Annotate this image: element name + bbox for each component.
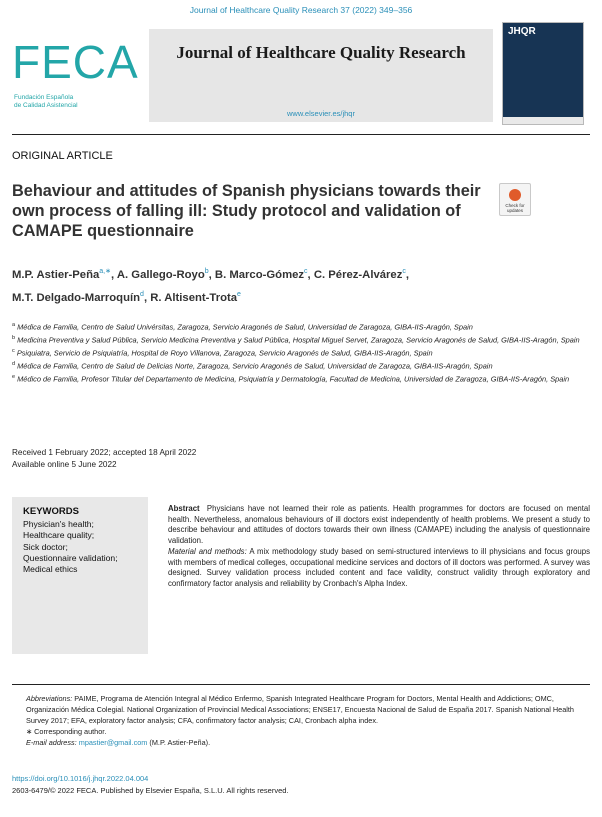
doi-link[interactable]: https://doi.org/10.1016/j.jhqr.2022.04.004 <box>12 774 149 783</box>
affiliation-text: Psiquiatra, Servicio de Psiquiatría, Hospital de Royo Villanova, Zaragoza, Servicio Aragonés de Salud, GIBA-IIS-Aragón, Spain <box>16 348 433 358</box>
logo-subtitle <box>14 94 78 110</box>
corresponding-note: ∗ Corresponding author. <box>26 727 107 736</box>
affiliation-key: b <box>12 334 16 341</box>
author-name: M.P. Astier-Peña <box>12 268 100 281</box>
author-name: B. Marco-Gómez <box>214 268 305 281</box>
article-dates <box>12 447 196 470</box>
copyright: 2603-6479/© 2022 FECA. Published by Elsevier España, S.L.U. All rights reserved. <box>12 786 289 795</box>
logo-subtitle-line: de Calidad Asistencial <box>14 102 78 109</box>
email-label: E-mail address: <box>26 738 77 747</box>
methods-label: Material and methods: <box>168 546 247 556</box>
abstract <box>168 504 590 590</box>
affiliation-item <box>12 333 592 346</box>
author-affiliation-marker[interactable]: c <box>402 268 406 275</box>
abstract-text: Physicians have not learned their role as patients. Health programmes for doctors are focused on mental health. Nevertheless, anomalous behaviours of ill doctors exist independently of health problems. We present a study to describe behaviour and attitudes of doctors towards their own illness (CAMAPE) including the analysis of questionnaire validation. <box>168 504 590 546</box>
keyword-item: Medical ethics <box>23 564 78 575</box>
article-type: ORIGINAL ARTICLE <box>12 150 113 162</box>
author-list: M.P. Astier-Peña$^{a,∗}$, A. Gallego-Royo$^b$, B. Marco-Gómez$^c$, C. Pérez-Alvárez$^c$, M.T. Delgado-Marroquín$^d$, R. Altisent-Trota$^e$ <box>12 268 410 304</box>
header-divider <box>12 134 590 135</box>
affiliation-key: a <box>12 322 16 328</box>
feca-logo <box>12 38 140 118</box>
journal-cover-thumbnail <box>502 22 584 125</box>
affiliation-text: Medicina Preventiva y Salud Pública, Servicio Medicina Preventiva y Salud Pública, Hospital Miguel Servet, Zaragoza, Servicio Aragonés de Salud, GIBA-IIS-Aragón, Spain <box>17 335 580 345</box>
abbreviations-note <box>12 693 592 726</box>
cover-title: JHQR <box>508 26 536 37</box>
update-icon <box>509 189 521 201</box>
author-affiliation-marker[interactable]: b <box>204 268 209 275</box>
affiliation-item <box>12 359 592 372</box>
journal-title: Journal of Healthcare Quality Research <box>176 43 466 62</box>
keywords-box <box>12 497 148 654</box>
author-name: M.T. Delgado-Marroquín <box>12 291 141 304</box>
abstract-paragraph <box>168 504 590 547</box>
email-link[interactable]: mpastier@gmail.com <box>78 738 148 747</box>
logo-wordmark: FECA <box>12 36 139 88</box>
keywords-heading: KEYWORDS <box>23 506 79 517</box>
affiliation-item <box>12 320 592 333</box>
keyword-item: Questionnaire validation; <box>23 552 118 563</box>
journal-banner <box>149 29 493 122</box>
author-name: R. Altisent-Trota <box>150 291 238 304</box>
affiliation-item <box>12 346 592 359</box>
received-date: Received 1 February 2022; accepted 18 April 2022 <box>12 448 197 457</box>
affiliation-text: Médica de Familia, Centro de Salud de Delicias Norte, Zaragoza, Servicio Aragonés de Salud, Universidad de Zaragoza, GIBA-IIS-Aragón, Spain <box>17 361 493 371</box>
journal-url[interactable]: www.elsevier.es/jhqr <box>287 109 355 118</box>
journal-reference: Journal of Healthcare Quality Research 37 (2022) 349–356 <box>189 5 413 15</box>
keyword-item: Physician's health; <box>23 519 94 529</box>
abbreviations-text: PAIME, Programa de Atención Integral al Médico Enfermo, Spanish Integrated Healthcare Program for Doctors, Mental Health and Addictions; OMC, Organización Médica Colegial. National Organization of Provincial Medical Associations; ENSE17, Encuesta Nacional de Salud de España 2017. Spanish National Health Survey 2017; EFA, exploratory factor analysis; CFA, confirmatory factor analysis; CAI, Cronbach alpha index. <box>26 694 574 725</box>
badge-label-line: Check for <box>505 203 525 208</box>
author-affiliation-marker[interactable]: c <box>304 268 308 275</box>
methods-paragraph <box>168 547 590 590</box>
affiliation-item <box>12 372 592 385</box>
affiliations <box>12 320 592 384</box>
logo-subtitle-line: Fundación Española <box>14 94 74 101</box>
author-affiliation-marker[interactable]: a,∗ <box>99 268 111 275</box>
keywords-list <box>23 519 143 575</box>
affiliation-key: e <box>12 373 16 380</box>
footnotes <box>12 693 592 748</box>
abstract-label: Abstract <box>168 504 200 513</box>
keyword-item: Healthcare quality; <box>23 530 95 541</box>
affiliation-text: Médica de Familia, Centro de Salud Univérsitas, Zaragoza, Servicio Aragonés de Salud, Universidad de Zaragoza, GIBA-IIS-Aragón, Spain <box>17 322 473 332</box>
badge-label <box>500 203 530 213</box>
cover-footer-bar <box>503 117 583 124</box>
available-date: Available online 5 June 2022 <box>12 459 117 469</box>
author-name: A. Gallego-Royo <box>116 268 205 281</box>
abbreviations-label: Abbreviations: <box>26 694 73 703</box>
author-affiliation-marker[interactable]: d <box>140 290 144 298</box>
email-note <box>12 737 592 748</box>
article-title: Behaviour and attitudes of Spanish physicians towards their own process of falling ill: Study protocol and validation of CAMAPE questionnaire <box>12 182 481 240</box>
affiliation-key: c <box>12 347 15 354</box>
affiliation-key: d <box>12 360 16 367</box>
affiliation-text: Médico de Familia, Profesor Titular del Departamento de Medicina, Psiquiatría y Dermatología, Facultad de Medicina, Universidad de Zaragoza, GIBA-IIS-Aragón, Spain <box>17 373 570 383</box>
check-for-updates-badge[interactable] <box>499 183 531 216</box>
badge-label-line: updates <box>506 208 523 213</box>
author-name: C. Pérez-Alvárez <box>313 268 403 281</box>
methods-text: A mix methodology study based on semi-structured interviews to ill physicians and focus groups with members of medical colleges, occupational medicine services and doctors of ill doctors was performed. A survey was designed. Survey validation process included content and face validity, construct validity through exploratory and confirmatory factor analysis and reliability by Cronbach's Alpha Index. <box>168 546 590 588</box>
keyword-item: Sick doctor; <box>23 541 68 552</box>
footnote-divider <box>12 684 590 685</box>
email-owner: (M.P. Astier-Peña). <box>149 738 211 747</box>
author-affiliation-marker[interactable]: e <box>237 290 241 298</box>
